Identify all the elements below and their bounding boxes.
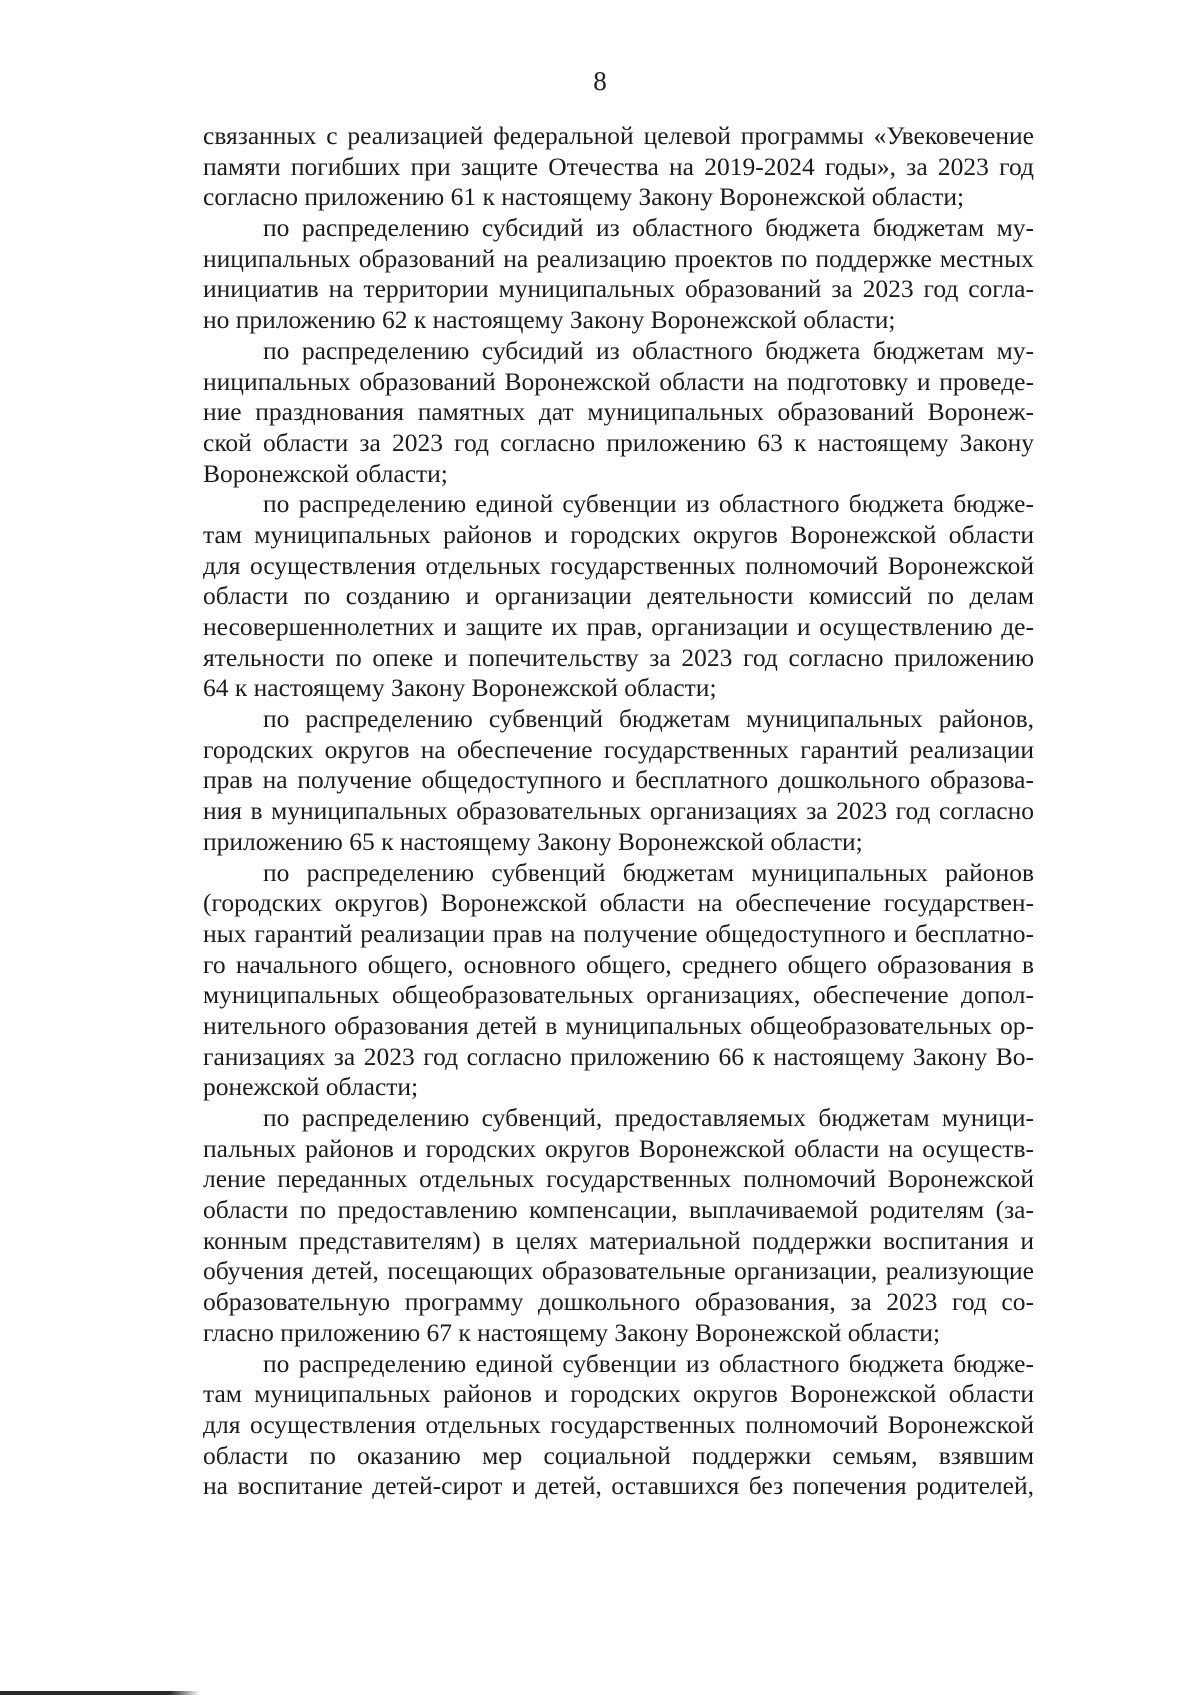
text-line: приложению 65 к настоящему Закону Воронежской области;	[203, 826, 863, 856]
text-line: ния в муниципальных образовательных организациях за 2023 год согласно	[203, 796, 1034, 826]
text-line: Воронежской области;	[203, 458, 448, 488]
text-line: ниципальных образований на реализацию проектов по поддержке местных	[203, 243, 1034, 273]
text-line: ных гарантий реализации прав на получение общедоступного и бесплатно-	[203, 918, 1034, 948]
text-line: по распределению субвенций бюджетам муниципальных районов,	[263, 704, 1034, 734]
text-line: по распределению единой субвенции из областного бюджета бюдже-	[263, 1348, 1034, 1378]
paragraph	[203, 1103, 1034, 1349]
text-line: нительного образования детей в муниципальных общеобразовательных ор-	[203, 1010, 1034, 1040]
text-line: по распределению субвенций бюджетам муниципальных районов	[263, 857, 1034, 887]
text-line: для осуществления отдельных государственных полномочий Воронежской	[203, 550, 1034, 580]
text-line: на воспитание детей-сирот и детей, оставшихся без попечения родителей,	[203, 1471, 1034, 1501]
text-line: по распределению субсидий из областного бюджета бюджетам му-	[263, 213, 1034, 243]
text-line: ниципальных образований Воронежской области на подготовку и проведе-	[203, 366, 1034, 396]
paragraph	[203, 858, 1034, 1104]
text-line: муниципальных общеобразовательных организациях, обеспечение допол-	[203, 980, 1034, 1010]
text-line: ганизациях за 2023 год согласно приложению 66 к настоящему Закону Во-	[203, 1041, 1034, 1071]
text-line: ятельности по опеке и попечительству за 2023 год согласно приложению	[203, 642, 1034, 672]
scan-edge-mark	[0, 1691, 200, 1695]
paragraph	[203, 1349, 1034, 1502]
text-line: по распределению единой субвенции из областного бюджета бюдже-	[263, 489, 1034, 519]
text-line: прав на получение общедоступного и бесплатного дошкольного образова-	[203, 765, 1034, 795]
text-line: согласно приложению 61 к настоящему Закону Воронежской области;	[203, 182, 965, 212]
paragraph	[203, 336, 1034, 489]
text-line: городских округов на обеспечение государственных гарантий реализации	[203, 734, 1034, 764]
text-line: по распределению субсидий из областного бюджета бюджетам му-	[263, 335, 1034, 365]
text-line: (городских округов) Воронежской области на обеспечение государствен-	[203, 888, 1034, 918]
text-line: образовательную программу дошкольного образования, за 2023 год со-	[203, 1287, 1034, 1317]
text-line: ление переданных отдельных государственных полномочий Воронежской	[203, 1164, 1034, 1194]
text-line: памяти погибших при защите Отечества на 2019-2024 годы», за 2023 год	[203, 151, 1034, 181]
page-number: 8	[593, 66, 607, 96]
text-line: инициатив на территории муниципальных образований за 2023 год согла-	[203, 274, 1034, 304]
paragraph	[203, 213, 1034, 336]
paragraph	[203, 704, 1034, 857]
text-line: пальных районов и городских округов Воронежской области на осуществ-	[203, 1133, 1034, 1163]
text-line: области по предоставлению компенсации, выплачиваемой родителям (за-	[203, 1195, 1034, 1225]
text-line: ние празднования памятных дат муниципальных образований Воронеж-	[203, 397, 1034, 427]
text-line: го начального общего, основного общего, среднего общего образования в	[203, 949, 1034, 979]
text-line: конным представителям) в целях материальной поддержки воспитания и	[203, 1225, 1034, 1255]
text-line: по распределению субвенций, предоставляемых бюджетам муници-	[263, 1103, 1034, 1132]
document-body	[203, 121, 1034, 1502]
text-line: области по созданию и организации деятельности комиссий по делам	[203, 581, 1034, 611]
paragraph	[203, 489, 1034, 704]
text-line: для осуществления отдельных государственных полномочий Воронежской	[203, 1409, 1034, 1439]
text-line: ской области за 2023 год согласно приложению 63 к настоящему Закону	[203, 427, 1034, 457]
text-line: связанных с реализацией федеральной целевой программы «Увековечение	[203, 121, 1034, 150]
text-line: области по оказанию мер социальной поддержки семьям, взявшим	[203, 1440, 1034, 1470]
text-line: 64 к настоящему Закону Воронежской области;	[203, 673, 717, 703]
text-line: там муниципальных районов и городских округов Воронежской области	[203, 519, 1034, 549]
text-line: гласно приложению 67 к настоящему Закону Воронежской области;	[203, 1317, 941, 1347]
text-line: обучения детей, посещающих образовательные организации, реализующие	[203, 1256, 1034, 1286]
paragraph	[203, 121, 1034, 213]
text-line: несовершеннолетних и защите их прав, организации и осуществлению де-	[203, 612, 1034, 641]
text-line: там муниципальных районов и городских округов Воронежской области	[203, 1379, 1034, 1409]
text-line: но приложению 62 к настоящему Закону Воронежской области;	[203, 305, 896, 335]
text-line: ронежской области;	[203, 1072, 419, 1102]
